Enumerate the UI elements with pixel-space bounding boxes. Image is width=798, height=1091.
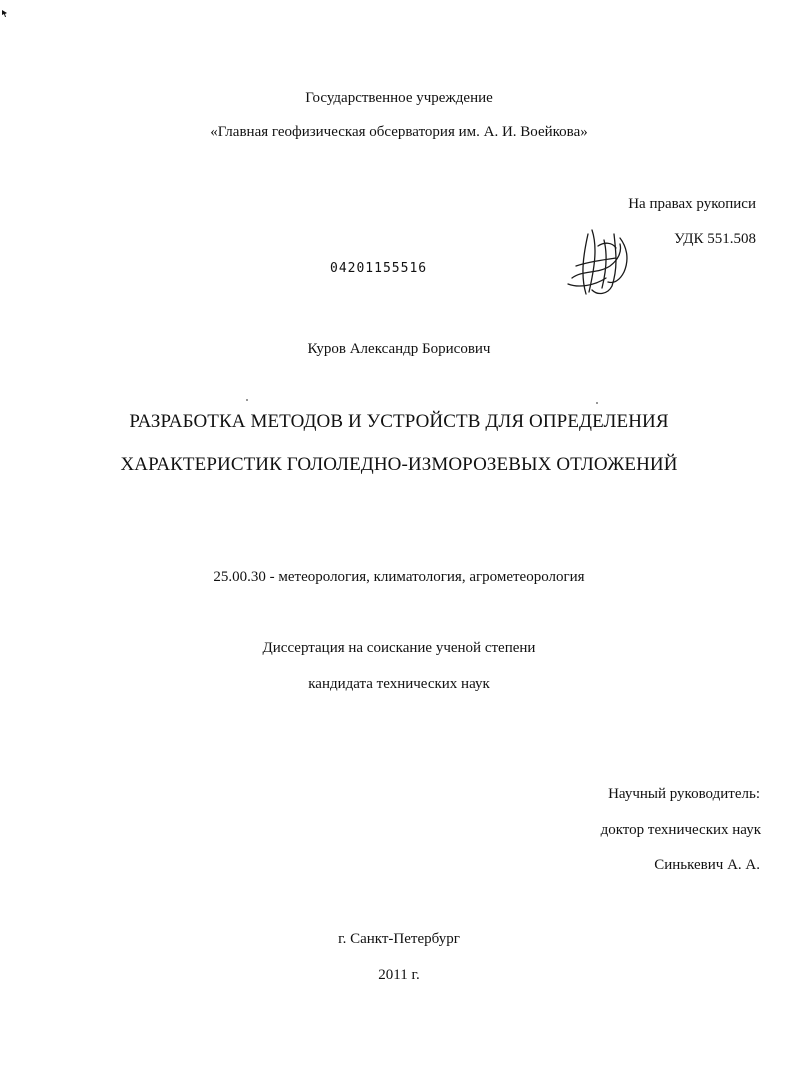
registration-number: 04201155516 <box>330 261 428 276</box>
thesis-title-line-2: ХАРАКТЕРИСТИК ГОЛОЛЕДНО-ИЗМОРОЗЕВЫХ ОТЛОЖЕНИЙ <box>120 454 678 475</box>
scan-speck <box>246 399 248 401</box>
scan-speck <box>596 402 598 404</box>
author-name: Куров Александр Борисович <box>307 341 491 357</box>
udc-code: УДК 551.508 <box>674 231 756 247</box>
degree-line-2: кандидата технических наук <box>308 676 490 692</box>
year: 2011 г. <box>378 967 420 983</box>
institution-type: Государственное учреждение <box>305 90 493 106</box>
city: г. Санкт-Петербург <box>338 931 460 947</box>
degree-line-1: Диссертация на соискание ученой степени <box>262 640 536 656</box>
manuscript-note: На правах рукописи <box>628 196 756 212</box>
scan-mark-icon <box>2 10 8 18</box>
institution-name: «Главная геофизическая обсерватория им. А. И. Воейкова» <box>210 124 588 140</box>
signature-icon <box>558 222 648 302</box>
specialty-code: 25.00.30 - метеорология, климатология, агрометеорология <box>213 569 585 585</box>
supervisor-name: Синькевич А. А. <box>654 857 760 873</box>
supervisor-label: Научный руководитель: <box>608 786 760 802</box>
thesis-title-line-1: РАЗРАБОТКА МЕТОДОВ И УСТРОЙСТВ ДЛЯ ОПРЕДЕЛЕНИЯ <box>129 411 669 432</box>
supervisor-degree: доктор технических наук <box>600 822 761 838</box>
